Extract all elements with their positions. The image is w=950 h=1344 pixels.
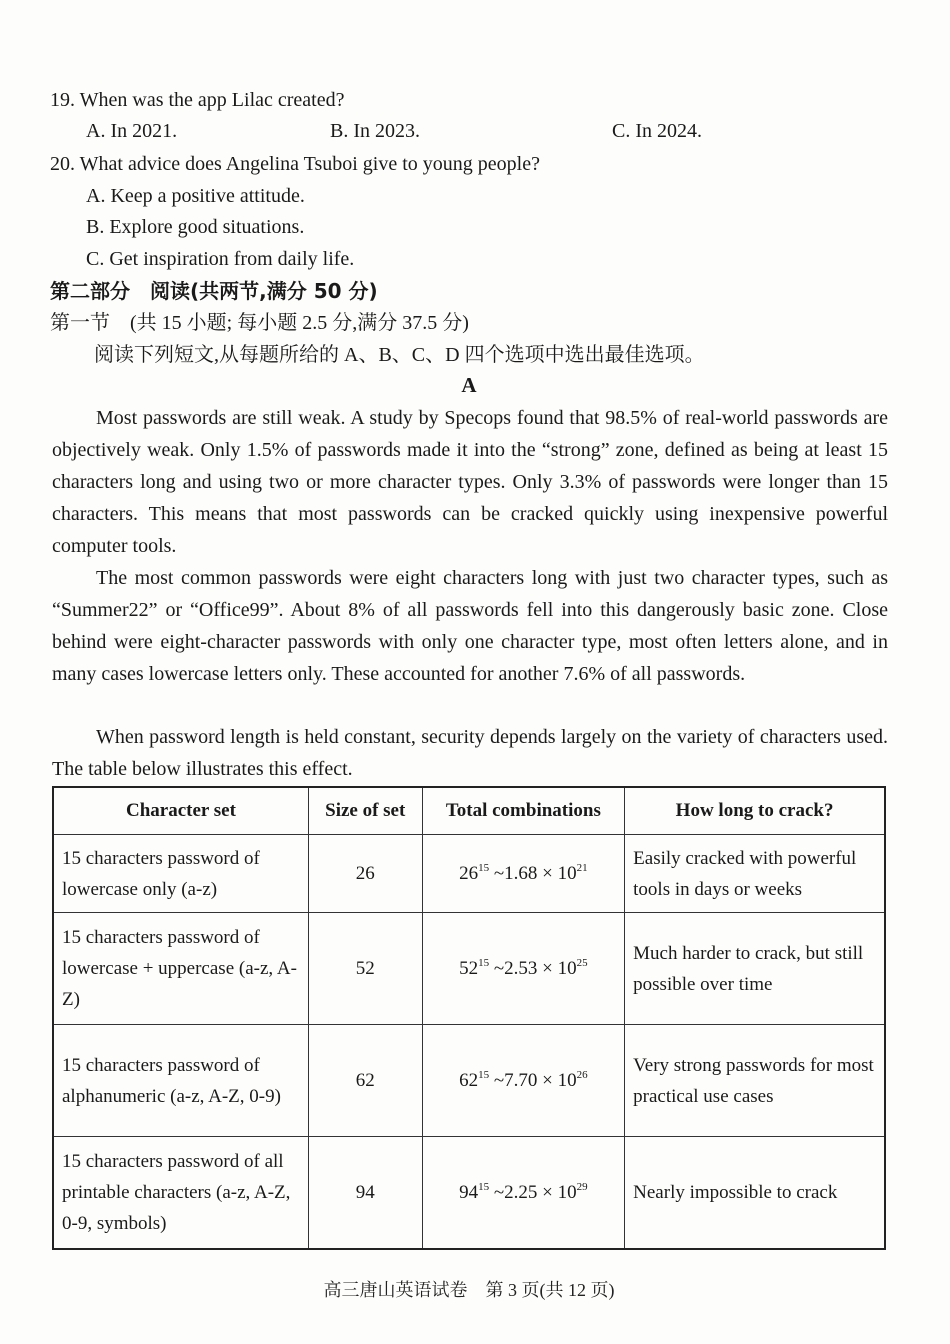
table-header-row <box>53 787 885 835</box>
cell-combinations: $52^{15}$ ~2.53 × $10^{25}$ <box>422 913 625 1025</box>
question-20-stem: 20. What advice does Angelina Tsuboi give to young people? <box>50 153 540 175</box>
cell-character-set: 15 characters password of lowercase + uppercase (a-z, A-Z) <box>53 913 308 1025</box>
part-title: 第二部分 阅读(共两节,满分 50 分) <box>50 279 378 303</box>
cell-crack-time: Much harder to crack, but still possible over time <box>625 913 885 1025</box>
instruction: 阅读下列短文,从每题所给的 A、B、C、D 四个选项中选出最佳选项。 <box>94 344 705 366</box>
cell-character-set: 15 characters password of all printable characters (a-z, A-Z, 0-9, symbols) <box>53 1137 308 1249</box>
table-row <box>53 913 885 1025</box>
page-footer: 高三唐山英语试卷 第 3 页(共 12 页) <box>323 1280 615 1300</box>
header-size-of-set: Size of set <box>308 787 422 835</box>
cell-combinations: $62^{15}$ ~7.70 × $10^{26}$ <box>422 1025 625 1137</box>
cell-crack-time: Very strong passwords for most practical use cases <box>625 1025 885 1137</box>
cell-character-set: 15 characters password of lowercase only (a-z) <box>53 835 308 913</box>
cell-size: 26 <box>308 835 422 913</box>
header-character-set: Character set <box>53 787 308 835</box>
passage-label: A <box>461 373 477 397</box>
cell-combinations: $26^{15}$ ~1.68 × $10^{21}$ <box>422 835 625 913</box>
cell-combinations: $94^{15}$ ~2.25 × $10^{29}$ <box>422 1137 625 1249</box>
table-row <box>53 1137 885 1249</box>
header-total-combinations: Total combinations <box>422 787 625 835</box>
cell-size: 52 <box>308 913 422 1025</box>
question-19-stem: 19. When was the app Lilac created? <box>50 89 345 111</box>
passage-paragraph-1: Most passwords are still weak. A study by Specops found that 98.5% of real-world passwords are objectively weak. Only 1.5% of passwords made it into the “strong” zone, defined as being at least 15 characters long and using two or more character types. Only 3.3% of passwords were longer than 15 characters. This means that most passwords can be cracked quickly using inexpensive powerful computer tools. <box>52 407 888 557</box>
table-row <box>53 835 885 913</box>
header-how-long-to-crack: How long to crack? <box>625 787 885 835</box>
q20-option-c: C. Get inspiration from daily life. <box>86 248 355 270</box>
q20-option-b: B. Explore good situations. <box>86 216 305 238</box>
cell-size: 94 <box>308 1137 422 1249</box>
passage-paragraph-2: The most common passwords were eight characters long with just two character types, such as “Summer22” or “Office99”. About 8% of all passwords fell into this dangerously basic zone. Close behind were eight-character passwords with only one character type, most often letters alone, and in many cases lowercase letters only. These accounted for another 7.6% of all passwords. <box>52 567 888 685</box>
cell-size: 62 <box>308 1025 422 1137</box>
q19-option-b: B. In 2023. <box>330 120 420 142</box>
password-strength-table <box>52 786 886 1250</box>
table-row <box>53 1025 885 1137</box>
q19-option-c: C. In 2024. <box>612 120 702 142</box>
cell-crack-time: Easily cracked with powerful tools in days or weeks <box>625 835 885 913</box>
q19-option-a: A. In 2021. <box>86 120 178 142</box>
cell-crack-time: Nearly impossible to crack <box>625 1137 885 1249</box>
cell-character-set: 15 characters password of alphanumeric (a-z, A-Z, 0-9) <box>53 1025 308 1137</box>
passage-paragraph-3: When password length is held constant, security depends largely on the variety of characters used. The table below illustrates this effect. <box>52 726 888 780</box>
q20-option-a: A. Keep a positive attitude. <box>86 185 305 207</box>
subsection-title: 第一节 (共 15 小题; 每小题 2.5 分,满分 37.5 分) <box>50 312 469 334</box>
